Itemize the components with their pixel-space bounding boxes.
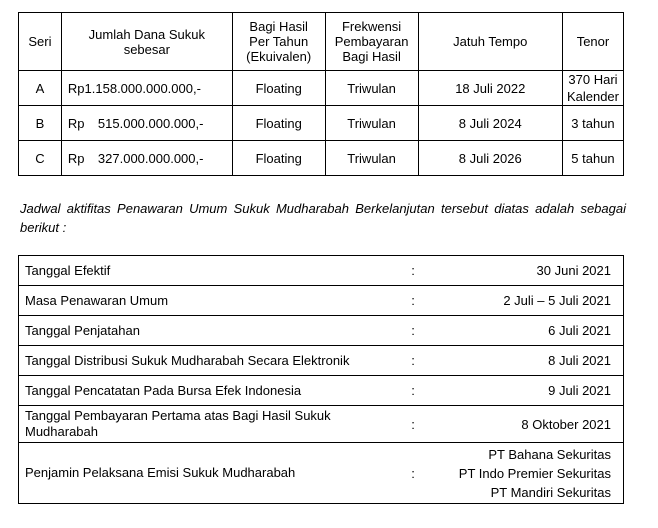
cell-jatuh-tempo: 8 Juli 2026 — [418, 141, 562, 176]
schedule-label: Tanggal Penjatahan — [19, 316, 400, 346]
cell-frekwensi: Triwulan — [325, 106, 418, 141]
schedule-separator: : — [399, 443, 427, 504]
underwriter-name: PT Bahana Sekuritas — [488, 446, 611, 462]
schedule-label: Tanggal Pembayaran Pertama atas Bagi Hasil Sukuk Mudharabah — [19, 406, 400, 443]
cell-frekwensi: Triwulan — [325, 141, 418, 176]
header-seri: Seri — [19, 13, 62, 71]
header-bagi-hasil: Bagi Hasil Per Tahun (Ekuivalen) — [232, 13, 325, 71]
schedule-separator: : — [399, 316, 427, 346]
schedule-separator: : — [399, 406, 427, 443]
table-row — [19, 106, 624, 141]
table-row — [19, 71, 624, 106]
schedule-row — [19, 346, 624, 376]
schedule-row — [19, 376, 624, 406]
sukuk-series-table — [18, 12, 624, 176]
schedule-label: Tanggal Distribusi Sukuk Mudharabah Secara Elektronik — [19, 346, 400, 376]
header-jumlah-dana: Jumlah Dana Sukuk sebesar — [61, 13, 232, 71]
cell-bagi-hasil: Floating — [232, 71, 325, 106]
cell-seri: A — [19, 71, 62, 106]
schedule-value: 2 Juli – 5 Juli 2021 — [427, 286, 624, 316]
intro-paragraph: Jadwal aktifitas Penawaran Umum Sukuk Mudharabah Berkelanjutan tersebut diatas adalah sebagai berikut : — [20, 201, 626, 235]
schedule-value: 30 Juni 2021 — [427, 256, 624, 286]
offering-schedule-table — [18, 255, 624, 504]
schedule-label: Masa Penawaran Umum — [19, 286, 400, 316]
table-header-row — [19, 13, 624, 71]
cell-bagi-hasil: Floating — [232, 141, 325, 176]
underwriter-list — [427, 443, 624, 504]
underwriter-name: PT Mandiri Sekuritas — [490, 484, 611, 500]
schedule-label: Tanggal Efektif — [19, 256, 400, 286]
cell-bagi-hasil: Floating — [232, 106, 325, 141]
amount-value: 327.000.000.000,- — [97, 150, 204, 166]
cell-tenor: 3 tahun — [562, 106, 623, 141]
cell-jumlah — [61, 141, 232, 176]
currency-label: Rp — [67, 150, 85, 166]
header-frekwensi: Frekwensi Pembayaran Bagi Hasil — [325, 13, 418, 71]
schedule-row — [19, 286, 624, 316]
cell-seri: B — [19, 106, 62, 141]
currency-label: Rp — [67, 115, 85, 131]
schedule-row — [19, 406, 624, 443]
schedule-label: Penjamin Pelaksana Emisi Sukuk Mudharabah — [19, 443, 400, 504]
schedule-row — [19, 256, 624, 286]
schedule-value: 9 Juli 2021 — [427, 376, 624, 406]
cell-tenor: 370 Hari Kalender — [562, 71, 623, 106]
header-tenor: Tenor — [562, 13, 623, 71]
schedule-separator: : — [399, 376, 427, 406]
amount-value: 515.000.000.000,- — [97, 115, 204, 131]
cell-jumlah: Rp1.158.000.000.000,- — [61, 71, 232, 106]
schedule-value: 6 Juli 2021 — [427, 316, 624, 346]
cell-jatuh-tempo: 18 Juli 2022 — [418, 71, 562, 106]
schedule-label: Tanggal Pencatatan Pada Bursa Efek Indonesia — [19, 376, 400, 406]
schedule-separator: : — [399, 286, 427, 316]
cell-tenor: 5 tahun — [562, 141, 623, 176]
header-jatuh-tempo: Jatuh Tempo — [418, 13, 562, 71]
cell-frekwensi: Triwulan — [325, 71, 418, 106]
cell-jumlah — [61, 106, 232, 141]
schedule-value: 8 Juli 2021 — [427, 346, 624, 376]
schedule-separator: : — [399, 346, 427, 376]
table-row — [19, 141, 624, 176]
cell-jatuh-tempo: 8 Juli 2024 — [418, 106, 562, 141]
underwriter-name: PT Indo Premier Sekuritas — [458, 465, 611, 481]
schedule-separator: : — [399, 256, 427, 286]
schedule-row — [19, 316, 624, 346]
cell-seri: C — [19, 141, 62, 176]
schedule-value: 8 Oktober 2021 — [427, 406, 624, 443]
schedule-row-underwriters — [19, 443, 624, 504]
